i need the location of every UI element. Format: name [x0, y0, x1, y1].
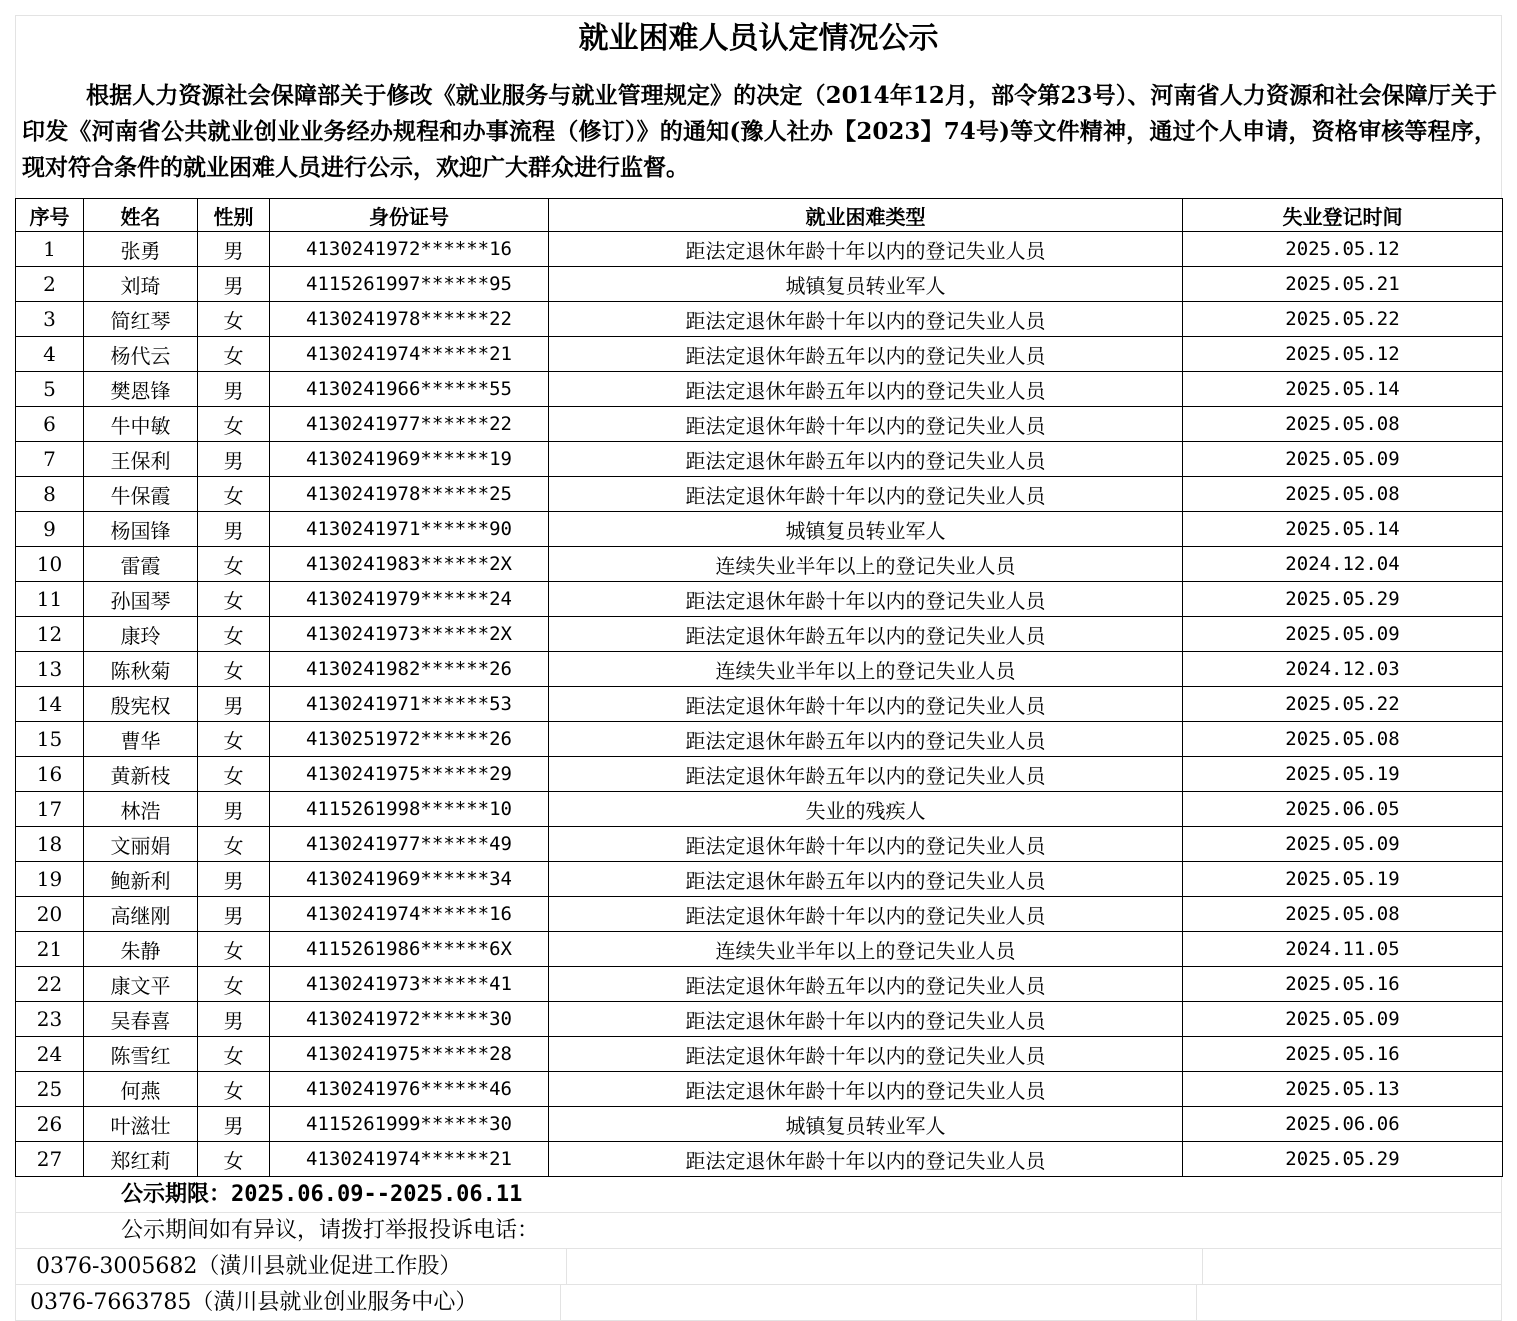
cell-seq: 25 — [16, 1072, 84, 1107]
header-id-number: 身份证号 — [270, 199, 549, 232]
cell-difficulty-type: 连续失业半年以上的登记失业人员 — [549, 652, 1183, 687]
cell-seq: 15 — [16, 722, 84, 757]
cell-difficulty-type: 距法定退休年龄十年以内的登记失业人员 — [549, 1142, 1183, 1177]
cell-gender: 男 — [198, 897, 270, 932]
cell-gender: 女 — [198, 967, 270, 1002]
cell-name: 牛保霞 — [84, 477, 198, 512]
cell-seq: 13 — [16, 652, 84, 687]
cell-gender: 女 — [198, 547, 270, 582]
table-row — [16, 337, 1503, 372]
cell-name: 文丽娟 — [84, 827, 198, 862]
cell-id-number: 4130241978******25 — [270, 477, 549, 512]
cell-id-number: 4130251972******26 — [270, 722, 549, 757]
page-title: 就业困难人员认定情况公示 — [15, 15, 1502, 62]
cell-registration-date: 2025.05.08 — [1183, 477, 1503, 512]
cell-id-number: 4130241979******24 — [270, 582, 549, 617]
cell-registration-date: 2025.06.06 — [1183, 1107, 1503, 1142]
cell-id-number: 4130241966******55 — [270, 372, 549, 407]
cell-difficulty-type: 失业的残疾人 — [549, 792, 1183, 827]
cell-gender: 女 — [198, 757, 270, 792]
cell-id-number: 4130241972******16 — [270, 232, 549, 267]
cell-gender: 女 — [198, 337, 270, 372]
cell-name: 张勇 — [84, 232, 198, 267]
table-body — [16, 232, 1503, 1177]
table-row — [16, 792, 1503, 827]
cell-id-number: 4115261999******30 — [270, 1107, 549, 1142]
cell-id-number: 4130241971******90 — [270, 512, 549, 547]
cell-seq: 12 — [16, 617, 84, 652]
empty-cell — [567, 1249, 1203, 1284]
cell-seq: 26 — [16, 1107, 84, 1142]
table-row — [16, 372, 1503, 407]
cell-registration-date: 2025.05.16 — [1183, 967, 1503, 1002]
cell-registration-date: 2025.05.14 — [1183, 372, 1503, 407]
header-registration-date: 失业登记时间 — [1183, 199, 1503, 232]
cell-registration-date: 2024.12.04 — [1183, 547, 1503, 582]
cell-gender: 女 — [198, 302, 270, 337]
cell-gender: 男 — [198, 1107, 270, 1142]
cell-difficulty-type: 距法定退休年龄五年以内的登记失业人员 — [549, 967, 1183, 1002]
cell-difficulty-type: 连续失业半年以上的登记失业人员 — [549, 932, 1183, 967]
cell-gender: 女 — [198, 407, 270, 442]
cell-registration-date: 2025.05.12 — [1183, 337, 1503, 372]
cell-name: 曹华 — [84, 722, 198, 757]
cell-seq: 17 — [16, 792, 84, 827]
cell-gender: 女 — [198, 652, 270, 687]
cell-seq: 2 — [16, 267, 84, 302]
empty-cell — [1197, 1285, 1501, 1320]
spreadsheet-sheet — [15, 15, 1502, 1321]
recognition-table — [15, 198, 1503, 1177]
cell-id-number: 4130241974******21 — [270, 1142, 549, 1177]
empty-cell — [561, 1285, 1197, 1320]
cell-name: 吴春喜 — [84, 1002, 198, 1037]
cell-id-number: 4130241974******21 — [270, 337, 549, 372]
cell-name: 陈雪红 — [84, 1037, 198, 1072]
table-row — [16, 512, 1503, 547]
table-row — [16, 1072, 1503, 1107]
cell-registration-date: 2025.05.16 — [1183, 1037, 1503, 1072]
cell-registration-date: 2025.05.13 — [1183, 1072, 1503, 1107]
cell-gender: 男 — [198, 792, 270, 827]
cell-id-number: 4130241973******41 — [270, 967, 549, 1002]
cell-gender: 男 — [198, 232, 270, 267]
cell-id-number: 4115261997******95 — [270, 267, 549, 302]
cell-registration-date: 2025.05.29 — [1183, 1142, 1503, 1177]
cell-difficulty-type: 城镇复员转业军人 — [549, 1107, 1183, 1142]
cell-name: 康文平 — [84, 967, 198, 1002]
table-row — [16, 897, 1503, 932]
table-row — [16, 932, 1503, 967]
cell-name: 高继刚 — [84, 897, 198, 932]
cell-id-number: 4130241972******30 — [270, 1002, 549, 1037]
table-row — [16, 302, 1503, 337]
cell-seq: 11 — [16, 582, 84, 617]
cell-seq: 21 — [16, 932, 84, 967]
cell-gender: 女 — [198, 932, 270, 967]
cell-gender: 女 — [198, 582, 270, 617]
table-row — [16, 862, 1503, 897]
contact-phone-2: 0376-7663785（潢川县就业创业服务中心） — [16, 1285, 561, 1320]
header-seq: 序号 — [16, 199, 84, 232]
cell-difficulty-type: 距法定退休年龄十年以内的登记失业人员 — [549, 687, 1183, 722]
header-gender: 性别 — [198, 199, 270, 232]
cell-difficulty-type: 距法定退休年龄十年以内的登记失业人员 — [549, 232, 1183, 267]
cell-difficulty-type: 距法定退休年龄十年以内的登记失业人员 — [549, 477, 1183, 512]
cell-difficulty-type: 距法定退休年龄十年以内的登记失业人员 — [549, 582, 1183, 617]
cell-difficulty-type: 距法定退休年龄五年以内的登记失业人员 — [549, 372, 1183, 407]
cell-registration-date: 2025.05.09 — [1183, 442, 1503, 477]
cell-seq: 3 — [16, 302, 84, 337]
cell-name: 雷霞 — [84, 547, 198, 582]
cell-name: 郑红莉 — [84, 1142, 198, 1177]
cell-seq: 20 — [16, 897, 84, 932]
cell-name: 殷宪权 — [84, 687, 198, 722]
cell-registration-date: 2025.05.08 — [1183, 897, 1503, 932]
cell-registration-date: 2025.06.05 — [1183, 792, 1503, 827]
cell-name: 王保利 — [84, 442, 198, 477]
cell-difficulty-type: 距法定退休年龄十年以内的登记失业人员 — [549, 302, 1183, 337]
cell-registration-date: 2025.05.09 — [1183, 1002, 1503, 1037]
cell-registration-date: 2025.05.12 — [1183, 232, 1503, 267]
cell-id-number: 4130241977******49 — [270, 827, 549, 862]
cell-name: 刘琦 — [84, 267, 198, 302]
cell-name: 林浩 — [84, 792, 198, 827]
cell-name: 杨代云 — [84, 337, 198, 372]
table-header-row — [16, 199, 1503, 232]
cell-seq: 24 — [16, 1037, 84, 1072]
cell-gender: 男 — [198, 512, 270, 547]
table-row — [16, 1002, 1503, 1037]
cell-id-number: 4130241982******26 — [270, 652, 549, 687]
cell-seq: 23 — [16, 1002, 84, 1037]
cell-registration-date: 2025.05.14 — [1183, 512, 1503, 547]
contact-row — [15, 1249, 1502, 1285]
objection-notice: 公示期间如有异议，请拨打举报投诉电话： — [15, 1213, 1502, 1249]
cell-gender: 男 — [198, 687, 270, 722]
table-row — [16, 827, 1503, 862]
cell-seq: 7 — [16, 442, 84, 477]
cell-id-number: 4130241978******22 — [270, 302, 549, 337]
cell-difficulty-type: 距法定退休年龄五年以内的登记失业人员 — [549, 862, 1183, 897]
cell-gender: 男 — [198, 442, 270, 477]
table-row — [16, 407, 1503, 442]
period-label: 公示期限： — [121, 1181, 232, 1207]
cell-id-number: 4130241971******53 — [270, 687, 549, 722]
cell-difficulty-type: 城镇复员转业军人 — [549, 267, 1183, 302]
cell-name: 康玲 — [84, 617, 198, 652]
empty-cell — [1203, 1249, 1501, 1284]
cell-difficulty-type: 距法定退休年龄五年以内的登记失业人员 — [549, 442, 1183, 477]
cell-id-number: 4130241975******28 — [270, 1037, 549, 1072]
cell-difficulty-type: 距法定退休年龄十年以内的登记失业人员 — [549, 897, 1183, 932]
cell-difficulty-type: 距法定退休年龄五年以内的登记失业人员 — [549, 617, 1183, 652]
cell-name: 牛中敏 — [84, 407, 198, 442]
cell-registration-date: 2025.05.19 — [1183, 757, 1503, 792]
cell-name: 黄新枝 — [84, 757, 198, 792]
cell-seq: 27 — [16, 1142, 84, 1177]
cell-difficulty-type: 距法定退休年龄五年以内的登记失业人员 — [549, 722, 1183, 757]
cell-id-number: 4130241973******2X — [270, 617, 549, 652]
cell-registration-date: 2025.05.22 — [1183, 302, 1503, 337]
cell-registration-date: 2024.12.03 — [1183, 652, 1503, 687]
cell-gender: 女 — [198, 827, 270, 862]
cell-gender: 女 — [198, 1142, 270, 1177]
cell-gender: 男 — [198, 862, 270, 897]
cell-gender: 男 — [198, 1002, 270, 1037]
table-row — [16, 477, 1503, 512]
cell-name: 何燕 — [84, 1072, 198, 1107]
cell-difficulty-type: 距法定退休年龄五年以内的登记失业人员 — [549, 337, 1183, 372]
cell-difficulty-type: 连续失业半年以上的登记失业人员 — [549, 547, 1183, 582]
cell-name: 孙国琴 — [84, 582, 198, 617]
cell-name: 朱静 — [84, 932, 198, 967]
table-row — [16, 722, 1503, 757]
cell-name: 杨国锋 — [84, 512, 198, 547]
cell-id-number: 4130241983******2X — [270, 547, 549, 582]
cell-id-number: 4130241969******19 — [270, 442, 549, 477]
cell-difficulty-type: 城镇复员转业军人 — [549, 512, 1183, 547]
cell-seq: 9 — [16, 512, 84, 547]
cell-seq: 4 — [16, 337, 84, 372]
cell-gender: 男 — [198, 267, 270, 302]
cell-registration-date: 2025.05.09 — [1183, 617, 1503, 652]
cell-registration-date: 2025.05.08 — [1183, 722, 1503, 757]
cell-name: 陈秋菊 — [84, 652, 198, 687]
cell-gender: 女 — [198, 1037, 270, 1072]
cell-registration-date: 2024.11.05 — [1183, 932, 1503, 967]
cell-id-number: 4130241969******34 — [270, 862, 549, 897]
cell-seq: 8 — [16, 477, 84, 512]
cell-seq: 10 — [16, 547, 84, 582]
table-row — [16, 1107, 1503, 1142]
cell-gender: 女 — [198, 617, 270, 652]
table-row — [16, 652, 1503, 687]
cell-id-number: 4130241974******16 — [270, 897, 549, 932]
cell-registration-date: 2025.05.08 — [1183, 407, 1503, 442]
cell-difficulty-type: 距法定退休年龄十年以内的登记失业人员 — [549, 407, 1183, 442]
table-row — [16, 232, 1503, 267]
cell-seq: 18 — [16, 827, 84, 862]
cell-registration-date: 2025.05.29 — [1183, 582, 1503, 617]
table-row — [16, 1037, 1503, 1072]
table-row — [16, 687, 1503, 722]
cell-registration-date: 2025.05.19 — [1183, 862, 1503, 897]
table-row — [16, 757, 1503, 792]
cell-name: 简红琴 — [84, 302, 198, 337]
table-row — [16, 547, 1503, 582]
cell-gender: 女 — [198, 1072, 270, 1107]
table-row — [16, 617, 1503, 652]
table-row — [16, 442, 1503, 477]
cell-seq: 19 — [16, 862, 84, 897]
cell-difficulty-type: 距法定退休年龄十年以内的登记失业人员 — [549, 1072, 1183, 1107]
cell-difficulty-type: 距法定退休年龄十年以内的登记失业人员 — [549, 827, 1183, 862]
cell-difficulty-type: 距法定退休年龄十年以内的登记失业人员 — [549, 1002, 1183, 1037]
cell-name: 樊恩锋 — [84, 372, 198, 407]
cell-difficulty-type: 距法定退休年龄五年以内的登记失业人员 — [549, 757, 1183, 792]
intro-paragraph: 根据人力资源社会保障部关于修改《就业服务与就业管理规定》的决定（2014年12月，部令第23号）、河南省人力资源和社会保障厅关于印发《河南省公共就业创业业务经办规程和办事流程（修订）》的通知(豫人社办【2023】74号)等文件精神，通过个人申请，资格审核等程序，现对符合条件的就业困难人员进行公示，欢迎广大群众进行监督。 — [15, 62, 1502, 198]
cell-id-number: 4130241977******22 — [270, 407, 549, 442]
contact-row — [15, 1285, 1502, 1321]
publicity-period — [15, 1177, 1502, 1213]
cell-name: 叶滋壮 — [84, 1107, 198, 1142]
cell-name: 鲍新利 — [84, 862, 198, 897]
header-name: 姓名 — [84, 199, 198, 232]
table-row — [16, 967, 1503, 1002]
table-row — [16, 582, 1503, 617]
cell-seq: 5 — [16, 372, 84, 407]
cell-seq: 6 — [16, 407, 84, 442]
cell-gender: 女 — [198, 722, 270, 757]
table-row — [16, 1142, 1503, 1177]
cell-seq: 22 — [16, 967, 84, 1002]
cell-id-number: 4130241976******46 — [270, 1072, 549, 1107]
cell-registration-date: 2025.05.22 — [1183, 687, 1503, 722]
cell-id-number: 4115261998******10 — [270, 792, 549, 827]
cell-seq: 14 — [16, 687, 84, 722]
cell-gender: 女 — [198, 477, 270, 512]
cell-id-number: 4115261986******6X — [270, 932, 549, 967]
period-value: 2025.06.09--2025.06.11 — [231, 1182, 523, 1207]
cell-registration-date: 2025.05.09 — [1183, 827, 1503, 862]
cell-id-number: 4130241975******29 — [270, 757, 549, 792]
cell-seq: 16 — [16, 757, 84, 792]
cell-registration-date: 2025.05.21 — [1183, 267, 1503, 302]
cell-difficulty-type: 距法定退休年龄十年以内的登记失业人员 — [549, 1037, 1183, 1072]
table-row — [16, 267, 1503, 302]
cell-seq: 1 — [16, 232, 84, 267]
contact-phone-1: 0376-3005682（潢川县就业促进工作股） — [16, 1249, 567, 1284]
header-difficulty-type: 就业困难类型 — [549, 199, 1183, 232]
cell-gender: 男 — [198, 372, 270, 407]
